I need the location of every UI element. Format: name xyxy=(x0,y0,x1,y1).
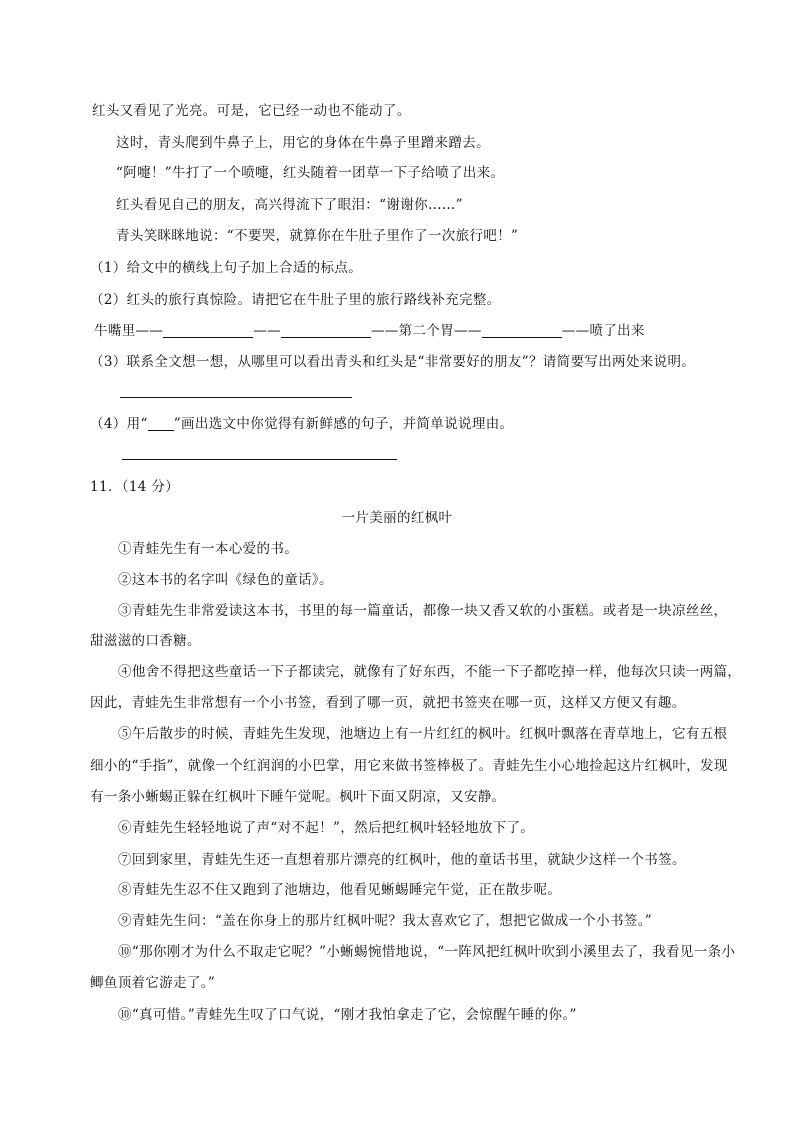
route-end: ——喷了出来 xyxy=(561,323,645,339)
answer-blank-1[interactable] xyxy=(163,323,253,338)
passage-line: 红头又看见了光亮。可是，它已经一动也不能动了。 xyxy=(92,103,411,119)
question-3: （3）联系全文想一想，从哪里可以看出青头和红头是“非常要好的朋友”？请简要写出两处来说明。 xyxy=(90,354,696,370)
route-sep: —— xyxy=(253,323,281,339)
question-2: （2）红头的旅行真惊险。请把它在牛肚子里的旅行路线补充完整。 xyxy=(90,292,501,308)
paragraph-4-cont: 因此，青蛙先生非常想有一个小书签，看到了哪一页，就把书签夹在哪一页，这样又方便又有趣。 xyxy=(90,695,686,711)
paragraph-1: ①青蛙先生有一本心爱的书。 xyxy=(118,541,299,557)
question-11-header: 11．（14 分） xyxy=(90,479,180,495)
paragraph-10: ⑩“那你刚才为什么不取走它呢？”小蜥蜴惋惜地说，“一阵风把红枫叶吹到小溪里去了，我看见一条小 xyxy=(118,944,736,960)
paragraph-8: ⑧青蛙先生忍不住又跑到了池塘边，他看见蜥蜴睡完午觉，正在散步呢。 xyxy=(118,882,562,898)
passage-line: 这时，青头爬到牛鼻子上，用它的身体在牛鼻子里蹭来蹭去。 xyxy=(116,135,490,151)
underline-sample xyxy=(148,416,174,431)
paragraph-3-cont: 甜滋滋的口香糖。 xyxy=(90,633,201,649)
route-start: 牛嘴里—— xyxy=(94,323,164,339)
passage-title: 一片美丽的红枫叶 xyxy=(341,510,453,526)
answer-line-3[interactable] xyxy=(120,397,352,398)
question-1: （1）给文中的横线上句子加上合适的标点。 xyxy=(90,260,363,276)
route-line xyxy=(94,321,645,341)
answer-line-4[interactable] xyxy=(122,459,397,460)
route-mid: ——第二个胃—— xyxy=(370,323,482,339)
answer-blank-3[interactable] xyxy=(482,323,562,338)
paragraph-9: ⑨青蛙先生问：“盖在你身上的那片红枫叶呢？我太喜欢它了，想把它做成一个小书签。” xyxy=(118,913,653,929)
paragraph-5: ⑤午后散步的时候，青蛙先生发现，池塘边上有一片红红的枫叶。红枫叶飘落在青草地上，它有五根 xyxy=(118,726,728,742)
question-4 xyxy=(90,414,513,434)
passage-line: 红头看见自己的朋友，高兴得流下了眼泪：“谢谢你……” xyxy=(116,197,463,213)
paragraph-2: ②这本书的名字叫《绿色的童话》。 xyxy=(118,572,333,588)
passage-line: “阿嚏！”牛打了一个喷嚏，红头随着一团草一下子给喷了出来。 xyxy=(116,165,505,181)
paragraph-5-cont: 细小的“手指”，就像一个红润润的小巴掌，用它来做书签棒极了。青蛙先生小心地捡起这片红枫叶，发现 xyxy=(90,758,728,774)
paragraph-4: ④他舍不得把这些童话一下子都读完，就像有了好东西，不能一下子都吃掉一样，他每次只读一两篇， xyxy=(118,664,742,680)
paragraph-11: ⑩“真可惜。”青蛙先生叹了口气说，“刚才我怕拿走了它，会惊醒午睡的你。” xyxy=(118,1007,577,1023)
answer-blank-2[interactable] xyxy=(281,323,371,338)
paragraph-10-cont: 鲫鱼顶着它游走了。” xyxy=(90,975,216,991)
question-4-pre: （4）用“ xyxy=(90,416,148,432)
passage-line: 青头笑眯眯地说：“不要哭，就算你在牛肚子里作了一次旅行吧！” xyxy=(116,228,519,244)
paragraph-7: ⑦回到家里，青蛙先生还一直想着那片漂亮的红枫叶，他的童话书里，就缺少这样一个书签。 xyxy=(118,852,686,868)
paragraph-3: ③青蛙先生非常爱读这本书，书里的每一篇童话，都像一块又香又软的小蛋糕。或者是一块凉丝丝， xyxy=(118,603,728,619)
paragraph-5-cont: 有一条小蜥蜴正躲在红枫叶下睡午觉呢。枫叶下面又阴凉，又安静。 xyxy=(90,789,506,805)
paragraph-6: ⑥青蛙先生轻轻地说了声“对不起！”，然后把红枫叶轻轻地放下了。 xyxy=(118,820,535,836)
question-4-post: ”画出选文中你觉得有新鲜感的句子，并简单说说理由。 xyxy=(173,416,514,432)
